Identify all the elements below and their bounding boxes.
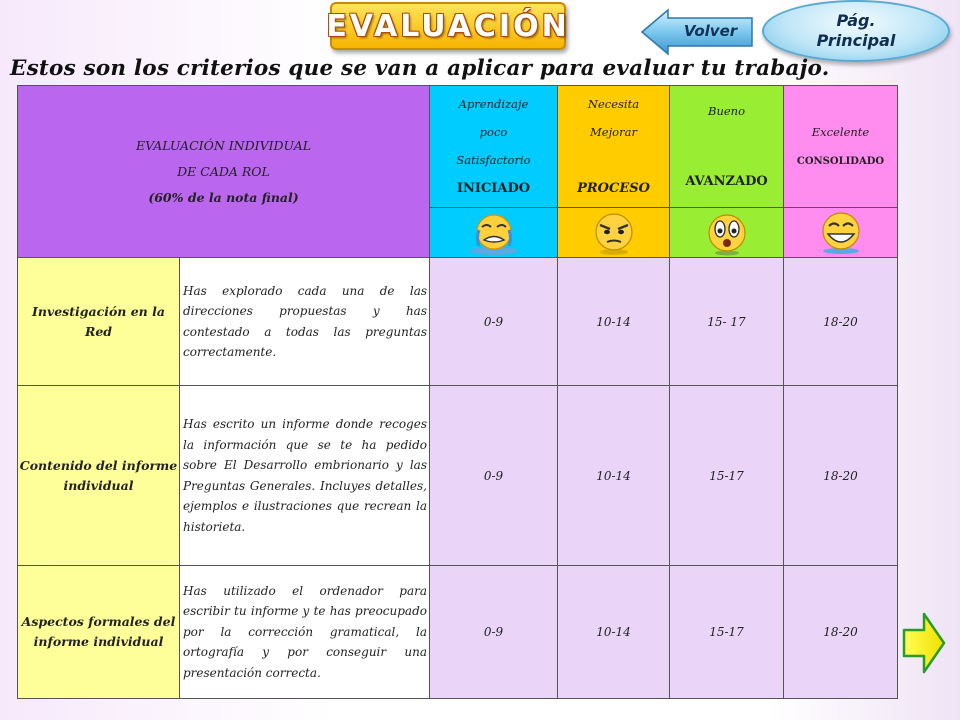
score-proceso: 10-14 (558, 386, 670, 566)
table-row (18, 258, 898, 386)
level-iniciado-line2: poco (479, 125, 508, 139)
level-proceso (558, 86, 670, 208)
criterion-label: Contenido del informe individual (18, 386, 180, 566)
arrow-right-icon (902, 612, 946, 674)
header-individual-line1: EVALUACIÓN INDIVIDUAL (135, 137, 312, 153)
score-proceso: 10-14 (558, 258, 670, 386)
level-iniciado-line1: Aprendizaje (458, 97, 529, 111)
score-iniciado: 0-9 (430, 258, 558, 386)
angry-face-icon (590, 210, 638, 256)
page-title: EVALUACIÓN (330, 2, 566, 50)
level-iniciado-line3: Satisfactorio (456, 153, 531, 167)
score-avanzado: 15-17 (670, 386, 784, 566)
back-button-label: Volver (683, 22, 738, 40)
rubric-table (17, 85, 898, 699)
level-proceso-face-cell (558, 208, 670, 258)
back-button[interactable] (640, 8, 755, 56)
table-row (18, 386, 898, 566)
level-iniciado (430, 86, 558, 208)
level-avanzado (670, 86, 784, 208)
header-individual (18, 86, 430, 258)
score-iniciado: 0-9 (430, 566, 558, 699)
score-consolidado: 18-20 (784, 566, 898, 699)
surprised-face-icon (704, 210, 750, 256)
score-consolidado: 18-20 (784, 386, 898, 566)
level-avanzado-line1: Bueno (708, 104, 745, 118)
home-button[interactable] (762, 0, 950, 62)
level-avanzado-face-cell (670, 208, 784, 258)
page-subtitle: Estos son los criterios que se van a aplicar para evaluar tu trabajo. (10, 56, 830, 81)
criterion-description: Has escrito un informe donde recoges la información que se te ha pedido sobre El Desarrollo embrionario y las Preguntas Generales. Incluyes detalles, ejemplos e ilustraciones que recrean la historieta. (180, 386, 430, 566)
home-button-line2: Principal (816, 31, 896, 50)
criterion-label: Aspectos formales del informe individual (18, 566, 180, 699)
level-iniciado-name: INICIADO (456, 181, 531, 196)
level-proceso-line2: Mejorar (590, 125, 637, 139)
next-page-button[interactable] (902, 612, 946, 678)
level-proceso-line1: Necesita (587, 97, 640, 111)
criterion-label: Investigación en la Red (18, 258, 180, 386)
score-avanzado: 15- 17 (670, 258, 784, 386)
header-individual-line3: (60% de la nota final) (148, 189, 299, 205)
table-row (18, 566, 898, 699)
level-consolidado-line1: Excelente (811, 124, 870, 139)
header-individual-line2: DE CADA ROL (177, 163, 270, 179)
score-consolidado: 18-20 (784, 258, 898, 386)
criterion-description: Has utilizado el ordenador para escribir tu informe y te has preocupado por la corrección gramatical, la ortografía y por conseguir una presentación correcta. (180, 566, 430, 699)
score-avanzado: 15-17 (670, 566, 784, 699)
level-proceso-name: PROCESO (577, 181, 650, 196)
score-iniciado: 0-9 (430, 386, 558, 566)
level-avanzado-name: AVANZADO (685, 174, 768, 189)
score-proceso: 10-14 (558, 566, 670, 699)
grinning-face-icon (816, 210, 866, 256)
crying-face-icon (466, 210, 522, 256)
criterion-description: Has explorado cada una de las direcciones propuestas y has contestado a todas las preguntas correctamente. (180, 258, 430, 386)
level-consolidado-face-cell (784, 208, 898, 258)
level-iniciado-face-cell (430, 208, 558, 258)
home-button-line1: Pág. (836, 11, 876, 30)
level-consolidado (784, 86, 898, 208)
level-consolidado-name: CONSOLIDADO (796, 155, 885, 167)
